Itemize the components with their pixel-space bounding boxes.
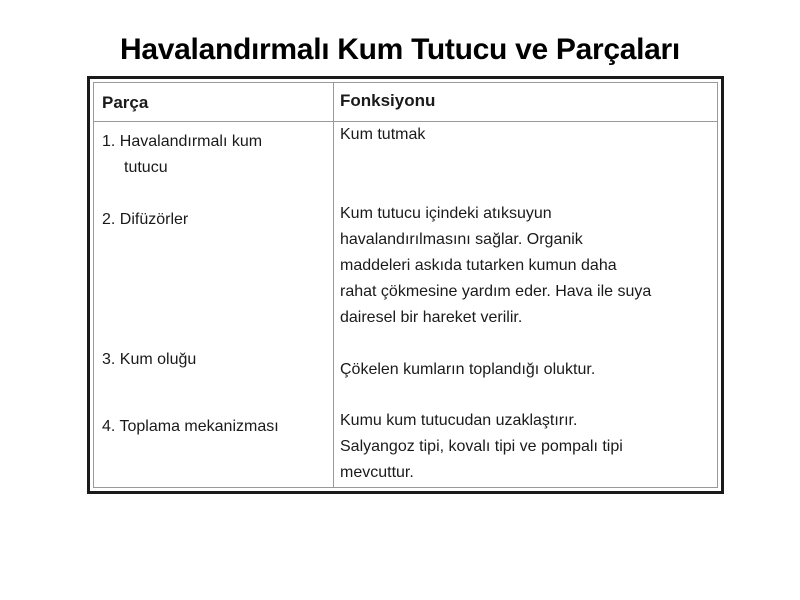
row-2-function <box>340 201 720 331</box>
row-4-function-line: mevcuttur. <box>340 464 414 481</box>
row-4-function <box>340 408 720 486</box>
row-1-part-line2: tutucu <box>124 159 168 176</box>
row-2-function-line: rahat çökmesine yardım eder. Hava ile suya <box>340 283 652 300</box>
row-4-function-line: Kumu kum tutucudan uzaklaştırır. <box>340 412 578 429</box>
table-grid <box>93 82 718 488</box>
header-function: Fonksiyonu <box>340 91 436 110</box>
row-3-function-line: Çökelen kumların toplandığı oluktur. <box>340 361 596 378</box>
row-1-function-line: Kum tutmak <box>340 126 426 143</box>
column-divider <box>333 83 334 487</box>
parts-table <box>87 76 724 494</box>
row-2-part <box>102 207 327 233</box>
slide-title: Havalandırmalı Kum Tutucu ve Parçaları <box>120 33 680 66</box>
row-1-part <box>102 129 327 181</box>
row-2-part-line1: 2. Difüzörler <box>102 211 189 228</box>
row-2-function-line: Kum tutucu içindeki atıksuyun <box>340 205 552 222</box>
row-1-part-line1: 1. Havalandırmalı kum <box>102 133 263 150</box>
row-2-function-line: havalandırılmasını sağlar. Organik <box>340 231 583 248</box>
row-3-function <box>340 357 720 383</box>
row-4-part <box>102 414 327 440</box>
row-4-function-line: Salyangoz tipi, kovalı tipi ve pompalı tipi <box>340 438 623 455</box>
row-1-function <box>340 122 720 148</box>
row-3-part-line1: 3. Kum oluğu <box>102 351 197 368</box>
row-4-part-line1: 4. Toplama mekanizması <box>102 418 279 435</box>
row-2-function-line: maddeleri askıda tutarken kumun daha <box>340 257 617 274</box>
header-part: Parça <box>102 93 149 112</box>
row-2-function-line: dairesel bir hareket verilir. <box>340 309 523 326</box>
row-3-part <box>102 347 327 373</box>
